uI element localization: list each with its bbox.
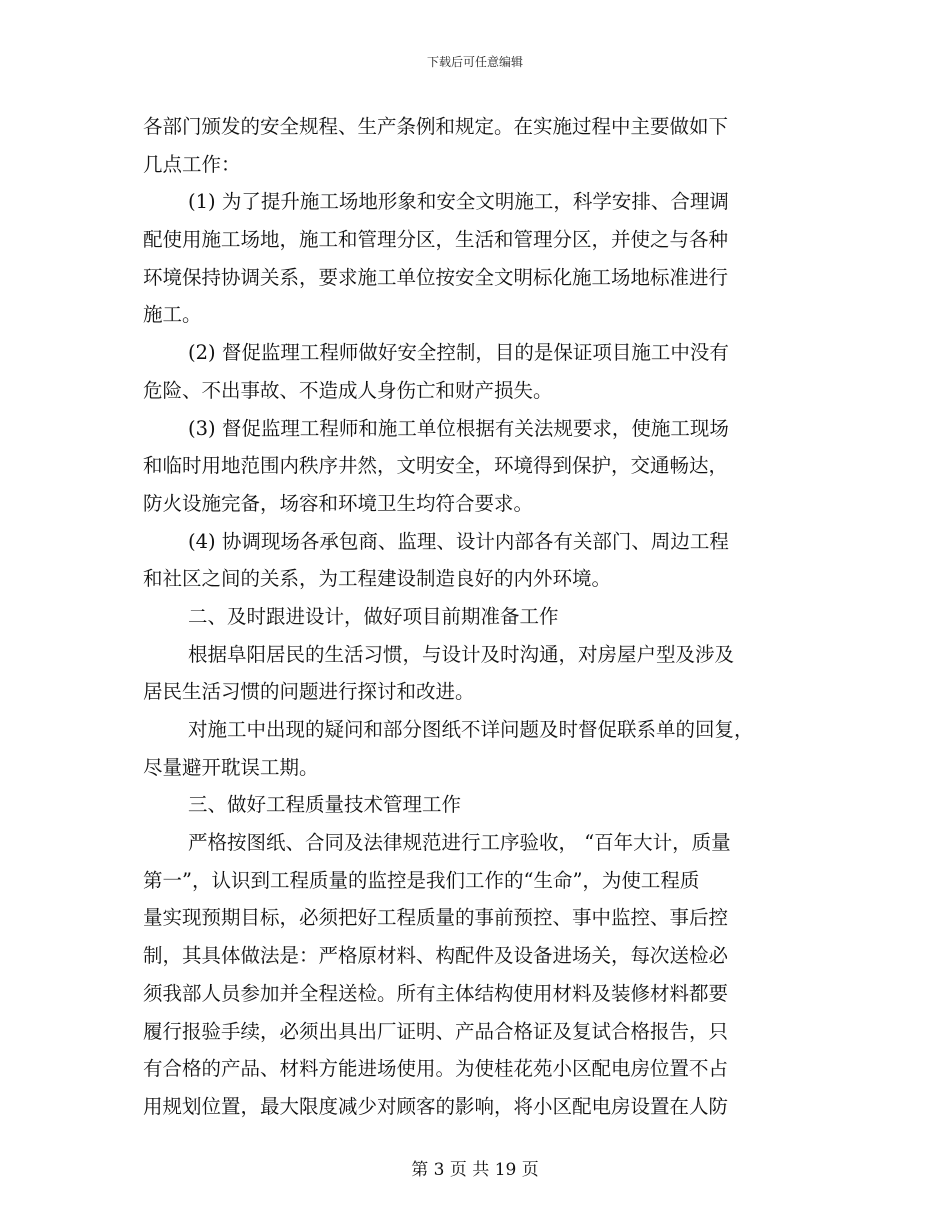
- text-line: 和临时用地范围内秩序井然，文明安全，环境得到保护，交通畅达，: [143, 454, 729, 478]
- text-line: 环境保持协调关系，要求施工单位按安全文明标化施工场地标准进行: [143, 265, 729, 289]
- list-item-2-line: (2) 督促监理工程师做好安全控制，目的是保证项目施工中没有: [188, 341, 729, 365]
- page-header: 下载后可任意编辑: [426, 55, 523, 69]
- paragraph-line: 对施工中出现的疑问和部分图纸不详问题及时督促联系单的回复，: [188, 718, 754, 741]
- paragraph-line: 根据阜阳居民的生活习惯，与设计及时沟通，对房屋户型及涉及: [188, 642, 735, 666]
- list-item-4-line: (4) 协调现场各承包商、监理、设计内部各有关部门、周边工程: [188, 529, 729, 553]
- page-footer: 第 3 页 共 19 页: [411, 1160, 539, 1180]
- text-line: 量实现预期目标，必须把好工程质量的事前预控、事中监控、事后控: [143, 906, 729, 930]
- list-item-1-line: (1) 为了提升施工场地形象和安全文明施工，科学安排、合理调: [188, 190, 729, 214]
- text-line: 配使用施工场地，施工和管理分区，生活和管理分区，并使之与各种: [143, 228, 729, 252]
- text-line: 几点工作：: [143, 152, 241, 176]
- section-heading-2: 二、及时跟进设计，做好项目前期准备工作: [188, 604, 559, 628]
- text-line: 防火设施完备，场容和环境卫生均符合要求。: [143, 491, 534, 515]
- list-item-3-line: (3) 督促监理工程师和施工单位根据有关法规要求，使施工现场: [188, 416, 729, 440]
- text-line: 居民生活习惯的问题进行探讨和改进。: [143, 680, 475, 704]
- text-line: 危险、不出事故、不造成人身伤亡和财产损失。: [143, 378, 553, 402]
- text-line: 须我部人员参加并全程送检。所有主体结构使用材料及装修材料都要: [143, 981, 729, 1005]
- paragraph-line: 严格按图纸、合同及法律规范进行工序验收， “百年大计，质量: [188, 831, 731, 855]
- section-heading-3: 三、做好工程质量技术管理工作: [188, 793, 462, 817]
- text-line: 第一”，认识到工程质量的监控是我们工作的“生命”，为使工程质: [143, 868, 700, 892]
- text-line: 各部门颁发的安全规程、生产条例和规定。在实施过程中主要做如下: [143, 115, 729, 138]
- text-line: 尽量避开耽误工期。: [143, 755, 319, 779]
- text-line: 和社区之间的关系，为工程建设制造良好的内外环境。: [143, 567, 612, 591]
- text-line: 用规划位置，最大限度减少对顾客的影响，将小区配电房设置在人防: [143, 1094, 729, 1118]
- text-line: 履行报验手续，必须出具出厂证明、产品合格证及复试合格报告，只: [143, 1019, 729, 1043]
- document-body: [143, 108, 807, 1126]
- text-line: 制，其具体做法是：严格原材料、构配件及设备进场关，每次送检必: [143, 944, 729, 968]
- text-line: 施工。: [143, 303, 202, 327]
- text-line: 有合格的产品、材料方能进场使用。为使桂花苑小区配电房位置不占: [143, 1057, 729, 1081]
